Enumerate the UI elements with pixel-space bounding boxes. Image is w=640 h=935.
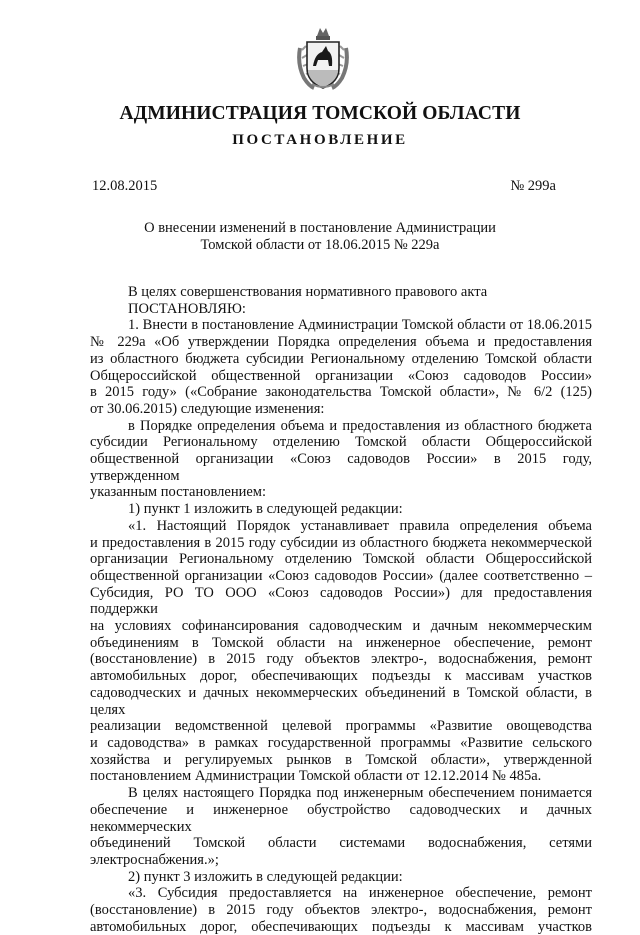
body-line: 1) пункт 1 изложить в следующей редакции: <box>128 501 403 518</box>
coat-of-arms-icon <box>296 26 350 92</box>
body-line: общественной организации «Союз садоводов России» (далее соответственно – <box>90 567 592 584</box>
body-line: объединений Томской области системами водоснабжения, сетями <box>90 835 592 852</box>
body-line: и предоставления в 2015 году субсидии из областного бюджета некоммерческой <box>90 534 592 551</box>
body-line: автомобильных дорог, обеспечивающих подъезды к массивам участков <box>90 918 592 935</box>
body-line: реализации ведомственной целевой программы «Развитие овощеводства <box>90 718 592 735</box>
body-line: В целях совершенствования нормативного правового акта <box>128 284 488 300</box>
body-line: электроснабжения.»; <box>90 851 219 868</box>
body-line: в Порядке определения объема и предоставления из областного бюджета <box>128 417 592 434</box>
subject-line: Томской области от 18.06.2015 № 229а <box>200 237 440 253</box>
body-line: постановлением Администрации Томской области от 12.12.2014 № 485а. <box>90 768 542 785</box>
document-date: 12.08.2015 <box>92 178 158 194</box>
body-line: «1. Настоящий Порядок устанавливает правила определения объема <box>128 517 592 534</box>
body-line: 2) пункт 3 изложить в следующей редакции: <box>128 868 403 885</box>
body-line: «3. Субсидия предоставляется на инженерное обеспечение, ремонт <box>128 885 592 902</box>
body-line: Субсидия, РО ТО ООО «Союз садоводов России») для предоставления поддержки <box>90 584 592 618</box>
body-line: (восстановление) в 2015 году объектов электро-, водоснабжения, ремонт <box>90 651 592 668</box>
body-line: автомобильных дорог, обеспечивающих подъезды к массивам участков <box>90 668 592 685</box>
body-line: на условиях софинансирования садоводческим и дачным некоммерческим <box>90 618 592 635</box>
body-line: № 229а «Об утверждении Порядка определения объема и предоставления <box>90 334 592 351</box>
body-line: общественной организации «Союз садоводов России» в 2015 году, утвержденном <box>90 451 592 484</box>
body-line: объединениям в Томской области на инженерное обеспечение, ремонт <box>90 634 592 651</box>
document-type: ПОСТАНОВЛЕНИЕ <box>232 132 408 148</box>
body-line: субсидии Региональному отделению Томской области Общероссийской <box>90 434 592 451</box>
body-line: организации Региональному отделению Томской области Общероссийской <box>90 551 592 568</box>
body-line: (восстановление) в 2015 году объектов электро-, водоснабжения, ремонт <box>90 902 592 919</box>
document-number: № 299а <box>510 178 556 194</box>
body-line: обеспечение и инженерное обустройство садоводческих и дачных некоммерческих <box>90 801 592 835</box>
body-line: хозяйства и регулируемых рынков в Томской области», утвержденной <box>90 751 592 768</box>
document-body <box>90 284 592 935</box>
body-line: из областного бюджета субсидии Региональному отделению Томской области <box>90 350 592 367</box>
body-line: указанным постановлением: <box>90 484 266 501</box>
body-line: ПОСТАНОВЛЯЮ: <box>128 300 246 317</box>
body-line: Общероссийской общественной организации «Союз садоводов России» <box>90 367 592 384</box>
organization-title: АДМИНИСТРАЦИЯ ТОМСКОЙ ОБЛАСТИ <box>119 103 521 124</box>
body-line: в 2015 году» («Собрание законодательства Томской области», № 6/2 (125) <box>90 384 592 401</box>
body-line: садоводческих и дачных некоммерческих объединений в Томской области, в целях <box>90 684 592 718</box>
body-line: и садоводства» в рамках государственной программы «Развитие сельского <box>90 734 592 751</box>
subject-line: О внесении изменений в постановление Администрации <box>144 220 496 236</box>
document-subject <box>0 220 640 254</box>
body-line: В целях настоящего Порядка под инженерным обеспечением понимается <box>128 785 592 802</box>
body-line: 1. Внести в постановление Администрации Томской области от 18.06.2015 <box>128 317 592 334</box>
body-line: от 30.06.2015) следующие изменения: <box>90 400 325 417</box>
